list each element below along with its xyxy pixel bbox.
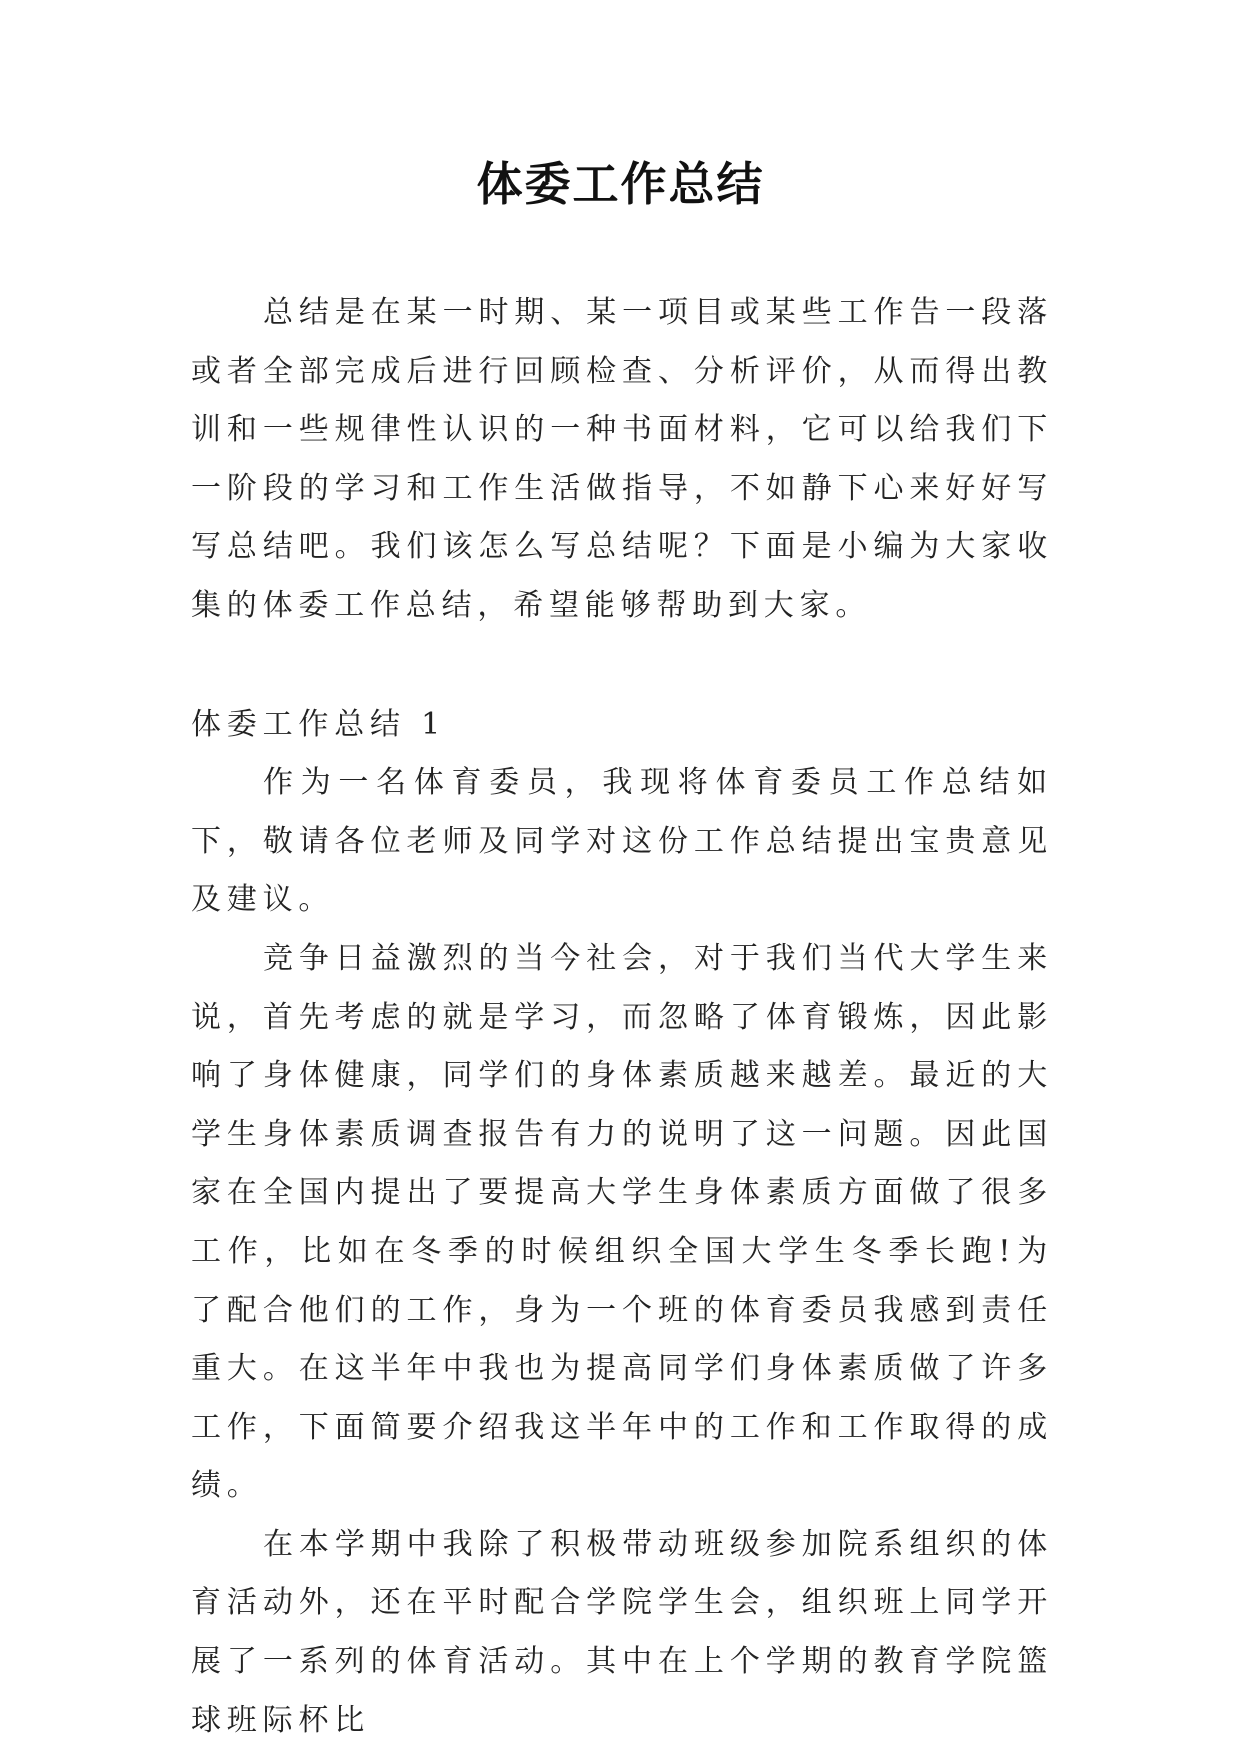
body-paragraph-3: 在本学期中我除了积极带动班级参加院系组织的体育活动外，还在平时配合学院学生会，组织班上同学开展了一系列的体育活动。其中在上个学期的教育学院篮球班际杯比 — [191, 1526, 1053, 1738]
body-paragraph-1: 作为一名体育委员，我现将体育委员工作总结如下，敬请各位老师及同学对这份工作总结提出宝贵意见及建议。 — [191, 765, 1053, 918]
body-paragraph-2: 竞争日益激烈的当今社会，对于我们当代大学生来说，首先考虑的就是学习，而忽略了体育锻炼，因此影响了身体健康，同学们的身体素质越来越差。最近的大学生身体素质调查报告有力的说明了这一问题。因此国家在全国内提出了要提高大学生身体素质方面做了很多工作，比如在冬季的时候组织全国大学生冬季长跑!为了配合他们的工作，身为一个班的体育委员我感到责任重大。在这半年中我也为提高同学们身体素质做了许多工作，下面简要介绍我这半年中的工作和工作取得的成绩。 — [191, 940, 1053, 1504]
section-spacer — [191, 636, 1053, 696]
section-heading: 体委工作总结 1 — [191, 706, 447, 742]
document-body — [191, 284, 1053, 1750]
intro-paragraph: 总结是在某一时期、某一项目或某些工作告一段落或者全部完成后进行回顾检查、分析评价，从而得出教训和一些规律性认识的一种书面材料，它可以给我们下一阶段的学习和工作生活做指导，不如静下心来好好写写总结吧。我们该怎么写总结呢？下面是小编为大家收集的体委工作总结，希望能够帮助到大家。 — [191, 295, 1053, 623]
document-title: 体委工作总结 — [476, 157, 765, 211]
